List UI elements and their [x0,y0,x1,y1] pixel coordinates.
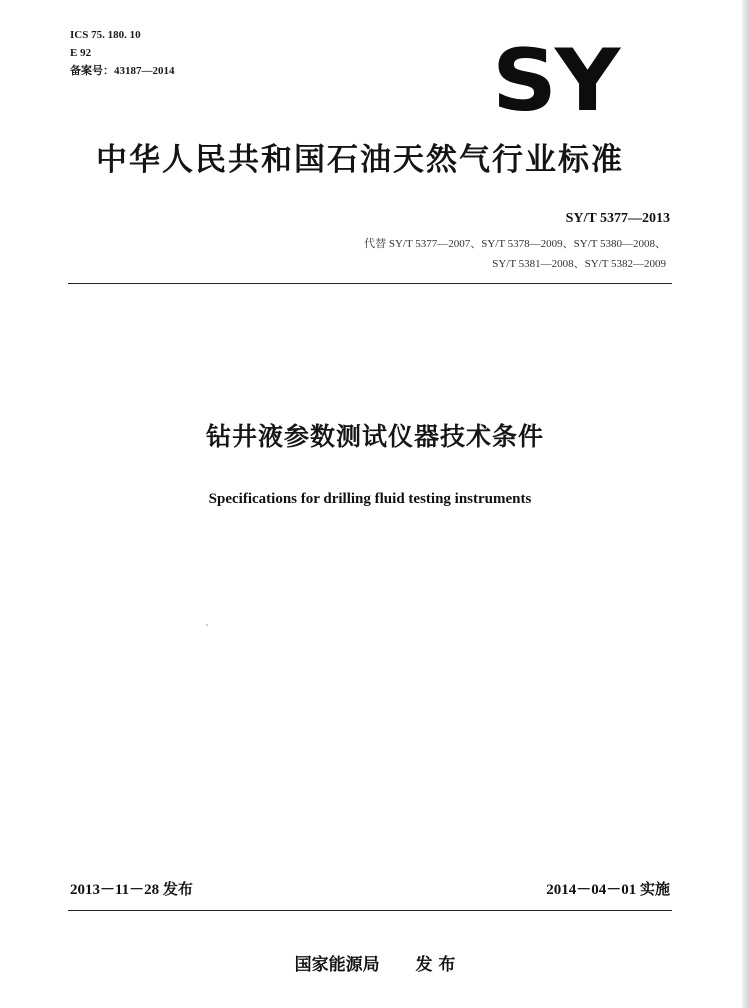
document-title-chinese: 钻井液参数测试仪器技术条件 [205,422,544,451]
header-divider [68,283,672,284]
classification-block [70,26,175,80]
replaced-standards-line-1: 代替 SY/T 5377—2007、SY/T 5378—2009、SY/T 5380—2008、 [364,238,666,250]
footer-divider [68,910,672,911]
issuer-action: 发 布 [415,955,456,975]
replaced-standards [364,234,666,274]
ics-code: ICS 75. 180. 10 [70,29,141,41]
document-title-english: Specifications for drilling fluid testing instruments [208,491,532,507]
scan-speck [206,624,208,626]
implementation-date: 2014－04－01 实施 [546,882,670,898]
issuer-name: 国家能源局 [294,955,380,975]
issue-date: 2013－11－28 发布 [70,882,193,898]
category-code: E 92 [70,47,92,59]
sy-logo: SY [492,31,619,131]
issuing-authority [0,954,750,976]
standard-number: SY/T 5377—2013 [565,211,670,226]
filing-number: 备案号：43187—2014 [70,65,175,77]
industry-standard-title: 中华人民共和国石油天然气行业标准 [96,142,624,178]
page-edge-shadow [742,0,750,1008]
replaced-standards-line-2: SY/T 5381—2008、SY/T 5382—2009 [492,258,666,270]
